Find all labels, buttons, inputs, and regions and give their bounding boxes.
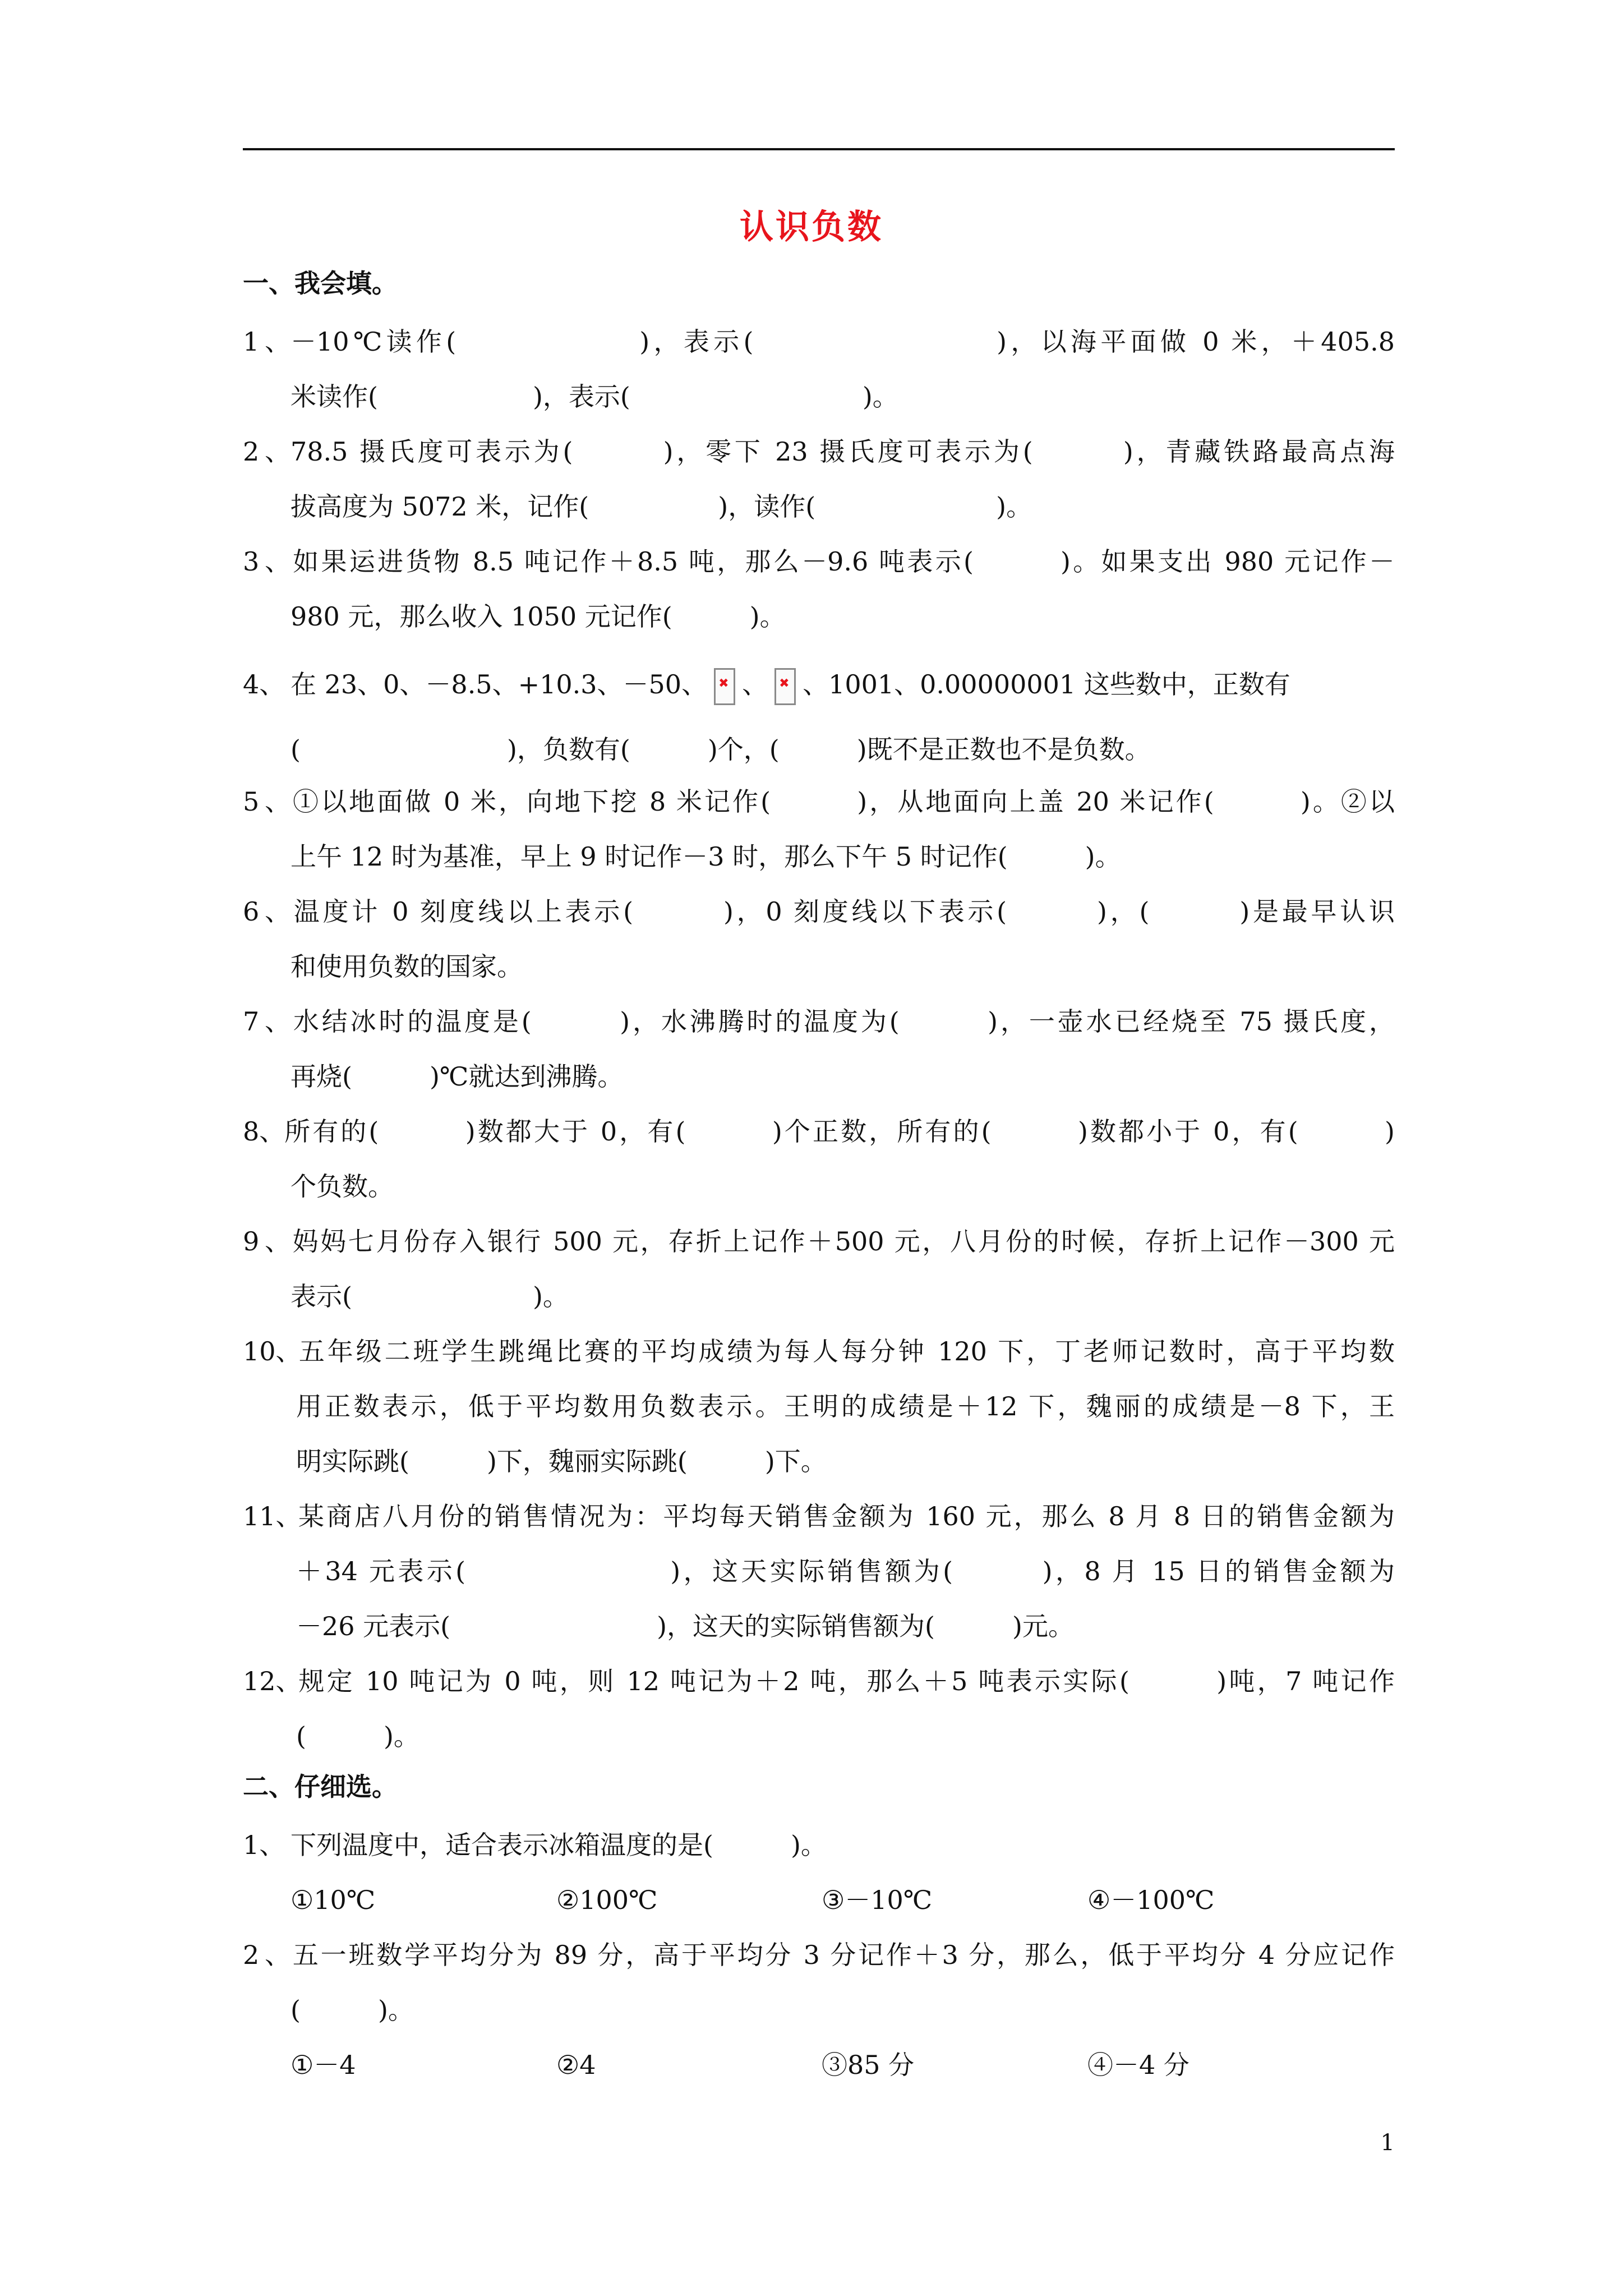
question-1-8: [243, 1104, 1395, 1214]
question-number: 2、: [243, 436, 291, 467]
section-heading-choose: 二、仔细选。: [243, 1772, 398, 1802]
section-heading-fill: 一、我会填。: [243, 268, 398, 298]
broken-image-icon: [714, 668, 735, 705]
question-text: 上午 12 时为基准，早上 9 时记作－3 时，那么下午 5 时记作( )。: [291, 841, 1121, 872]
question-text: 个负数。: [291, 1171, 394, 1202]
question-1-10: [243, 1324, 1395, 1489]
question-text: ①以地面做 0 米，向地下挖 8 米记作( )，从地面向上盖 20 米记作( )。②以: [291, 786, 1395, 817]
question-text: 妈妈七月份存入银行 500 元，存折上记作＋500 元，八月份的时候，存折上记作－300 元: [291, 1226, 1395, 1257]
question-number: 6、: [243, 896, 291, 927]
option: ③85 分: [822, 2050, 915, 2080]
question-number: 7、: [243, 1006, 291, 1037]
question-text: 拔高度为 5072 米，记作( )，读作( )。: [291, 491, 1032, 522]
question-text: ( )，负数有( )个，( )既不是正数也不是负数。: [291, 734, 1151, 765]
question-number: 11、: [243, 1501, 302, 1531]
question-text: 用正数表示，低于平均数用负数表示。王明的成绩是＋12 下，魏丽的成绩是－8 下，王: [296, 1391, 1395, 1421]
question-2-2: [243, 1927, 1395, 2037]
question-1-4: [243, 654, 1395, 777]
question-text: 再烧( )℃就达到沸腾。: [291, 1061, 624, 1092]
option: ③－10℃: [822, 1885, 933, 1915]
question-text: ＋34 元表示( )，这天实际销售额为( )，8 月 15 日的销售金额为: [296, 1556, 1395, 1586]
question-text: 在 23、0、－8.5、+10.3、－50、: [291, 669, 708, 700]
question-text: 表示( )。: [291, 1281, 569, 1312]
question-text: 所有的( )数都大于 0，有( )个正数，所有的( )数都小于 0，有( ): [282, 1116, 1395, 1147]
question-text: 温度计 0 刻度线以上表示( )，0 刻度线以下表示( )，( )是最早认识: [291, 896, 1395, 927]
option: ②4: [556, 2050, 596, 2080]
option: ②100℃: [556, 1885, 658, 1915]
question-text: 五年级二班学生跳绳比赛的平均成绩为每人每分钟 120 下，丁老师记数时，高于平均数: [296, 1336, 1395, 1366]
question-text: 规定 10 吨记为 0 吨，则 12 吨记为＋2 吨，那么＋5 吨表示实际( )吨，7 吨记作: [296, 1666, 1395, 1696]
question-1-9: [243, 1214, 1395, 1324]
question-number: 10、: [243, 1336, 302, 1366]
question-1-6: [243, 884, 1395, 994]
question-number: 1、: [243, 326, 291, 357]
question-text: 某商店八月份的销售情况为：平均每天销售金额为 160 元，那么 8 月 8 日的销售金额为: [296, 1501, 1395, 1531]
question-number: 3、: [243, 546, 291, 577]
option: ④－100℃: [1087, 1885, 1215, 1915]
question-text: 、1001、0.00000001 这些数中，正数有: [803, 669, 1290, 700]
question-text: 和使用负数的国家。: [291, 951, 523, 982]
question-number: 5、: [243, 786, 291, 817]
question-text: 78.5 摄氏度可表示为( )，零下 23 摄氏度可表示为( )，青藏铁路最高点海: [291, 436, 1395, 467]
question-text: 五一班数学平均分为 89 分，高于平均分 3 分记作＋3 分，那么，低于平均分 4 分应记作: [291, 1940, 1395, 1970]
question-number: 2、: [243, 1940, 291, 1970]
question-1-11: [243, 1489, 1395, 1654]
question-text: 水结冰时的温度是( )，水沸腾时的温度为( )，一壶水已经烧至 75 摄氏度，: [291, 1006, 1395, 1037]
question-1-5: [243, 774, 1395, 884]
page-title: 认识负数: [740, 208, 883, 247]
question-1-12: [243, 1654, 1395, 1764]
option: ①－4: [291, 2050, 356, 2080]
question-number: 9、: [243, 1226, 291, 1257]
question-1-7: [243, 994, 1395, 1104]
question-2-1: [243, 1818, 1395, 1872]
question-text: －26 元表示( )，这天的实际销售额为( )元。: [296, 1611, 1074, 1641]
question-1-3: [243, 534, 1395, 644]
question-1-2: [243, 424, 1395, 534]
question-text: 、: [742, 669, 768, 700]
option: ①10℃: [291, 1885, 376, 1915]
question-text: 米读作( )，表示( )。: [291, 381, 898, 412]
question-number: 4、: [243, 669, 285, 700]
question-1-1: [243, 314, 1395, 424]
option: ④－4 分: [1087, 2050, 1189, 2080]
question-number: 8、: [243, 1116, 285, 1147]
question-text: 980 元，那么收入 1050 元记作( )。: [291, 601, 786, 632]
question-text: 明实际跳( )下，魏丽实际跳( )下。: [296, 1446, 827, 1476]
header-rule: [243, 148, 1395, 150]
question-text: ( )。: [291, 1995, 414, 2025]
question-number: 1、: [243, 1830, 285, 1860]
question-text: －10℃读作( )，表示( )，以海平面做 0 米，＋405.8: [291, 326, 1395, 357]
question-number: 12、: [243, 1666, 302, 1696]
page-number: 1: [1380, 2130, 1395, 2156]
question-text: 如果运进货物 8.5 吨记作＋8.5 吨，那么－9.6 吨表示( )。如果支出 980 元记作－: [291, 546, 1395, 577]
question-text: ( )。: [296, 1721, 419, 1751]
broken-image-icon: [774, 668, 796, 705]
question-text: 下列温度中，适合表示冰箱温度的是( )。: [291, 1830, 827, 1860]
